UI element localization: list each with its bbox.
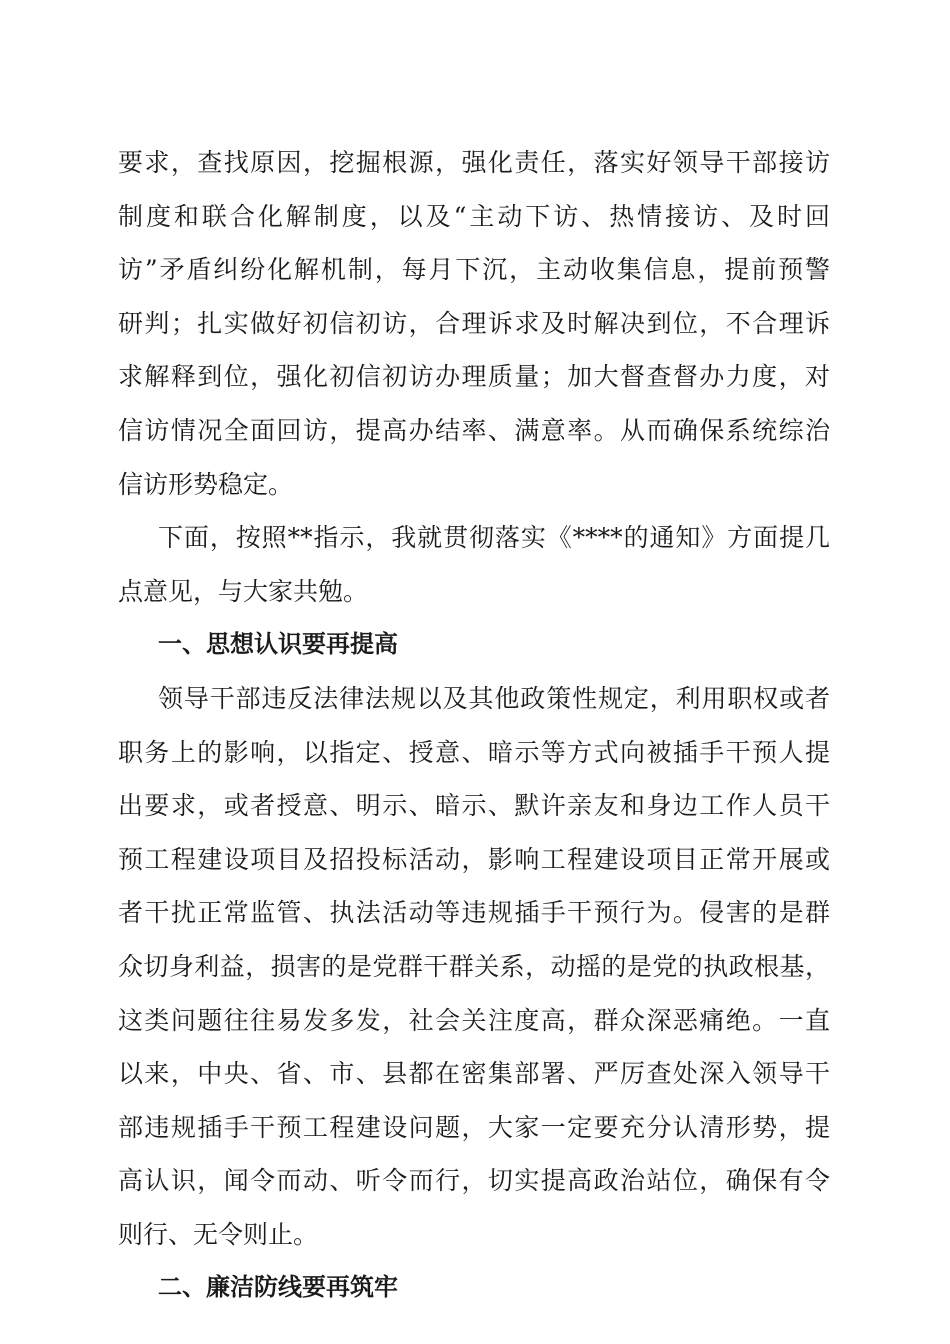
paragraph-line: 出要求，或者授意、明示、暗示、默许亲友和身边工作人员干	[118, 791, 830, 821]
paragraph-line: 信访形势稳定。	[118, 469, 294, 499]
paragraph-line: 众切身利益，损害的是党群干群关系，动摇的是党的执政根基，	[118, 951, 830, 981]
paragraph-line: 制度和联合化解制度，以及“主动下访、热情接访、及时回	[118, 201, 830, 231]
paragraph-line: 访”矛盾纠纷化解机制，每月下沉，主动收集信息，提前预警	[118, 255, 830, 285]
paragraph-line: 部违规插手干预工程建设问题，大家一定要充分认清形势，提	[118, 1112, 830, 1142]
paragraph-line: 研判；扎实做好初信初访，合理诉求及时解决到位，不合理诉	[118, 308, 830, 338]
document-body	[118, 136, 830, 1315]
paragraph-line: 信访情况全面回访，提高办结率、满意率。从而确保系统综治	[118, 415, 830, 445]
paragraph-line: 以来，中央、省、市、县都在密集部署、严厉查处深入领导干	[118, 1059, 830, 1089]
paragraph-line: 点意见，与大家共勉。	[118, 576, 369, 606]
paragraph-line: 求解释到位，强化初信初访办理质量；加大督查督办力度，对	[118, 362, 830, 392]
paragraph-line: 者干扰正常监管、执法活动等违规插手干预行为。侵害的是群	[118, 898, 830, 928]
paragraph-line: 要求，查找原因，挖掘根源，强化责任，落实好领导干部接访	[118, 148, 830, 177]
section-heading: 二、廉洁防线要再筑牢	[158, 1273, 398, 1302]
section-heading: 一、思想认识要再提高	[158, 630, 398, 659]
paragraph-line: 则行、无令则止。	[118, 1219, 319, 1249]
paragraph-line: 职务上的影响，以指定、授意、暗示等方式向被插手干预人提	[118, 737, 830, 767]
paragraph-line: 高认识，闻令而动、听令而行，切实提高政治站位，确保有令	[118, 1166, 830, 1196]
paragraph-line: 预工程建设项目及招投标活动，影响工程建设项目正常开展或	[118, 844, 830, 874]
paragraph-line: 下面，按照**指示，我就贯彻落实《****的通知》方面提几	[158, 523, 830, 553]
paragraph-line: 领导干部违反法律法规以及其他政策性规定，利用职权或者	[158, 683, 830, 713]
paragraph-line: 这类问题往往易发多发，社会关注度高，群众深恶痛绝。一直	[118, 1005, 830, 1035]
